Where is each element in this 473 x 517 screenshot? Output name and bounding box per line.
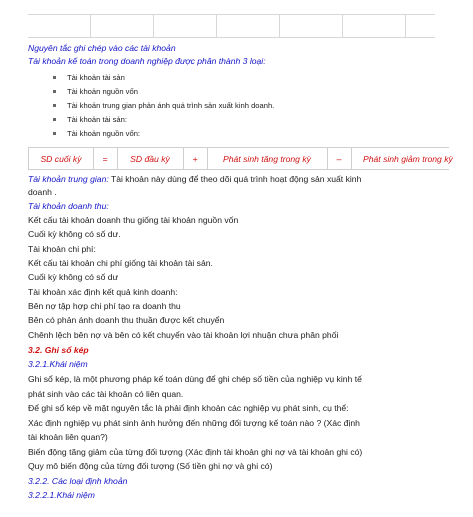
body-line: Cuối kỳ không có số dư. xyxy=(28,229,121,239)
body-line: Để ghi sổ kép về mặt nguyên tắc là phải định khoản các nghiệp vụ phát sinh, cụ thể: xyxy=(28,403,349,413)
balance-formula-table xyxy=(28,147,453,170)
formula-ending-balance: SD cuối kỳ xyxy=(29,148,94,169)
section-heading-3-2: 3.2. Ghi sổ kép xyxy=(28,345,89,355)
section-heading-3-2-1: 3.2.1.Khái niệm xyxy=(28,359,88,369)
body-line: Xác định nghiệp vụ phát sinh ảnh hưởng đến những đối tượng kế toán nào ? (Xác định xyxy=(28,418,360,428)
bullet-icon xyxy=(53,118,56,121)
body-line: Kết cấu tài khoản chi phí giống tài khoản tài sản. xyxy=(28,258,213,268)
body-line: Biến động tăng giảm của từng đối tượng (Xác định tài khoản ghi nợ và tài khoản ghi có) xyxy=(28,447,363,457)
section-heading-3-2-2: 3.2.2. Các loại định khoản xyxy=(28,476,128,486)
formula-increase: Phát sinh tăng trong kỳ xyxy=(207,148,328,169)
formula-beginning-balance: SD đầu kỳ xyxy=(117,148,184,169)
body-line: Chênh lệch bên nợ và bên có kết chuyển vào tài khoản lợi nhuận chưa phân phối xyxy=(28,330,339,340)
table-cell xyxy=(28,15,91,37)
list-item: Tài khoản tài sản: xyxy=(50,113,127,125)
body-line: Cuối kỳ không có số dư xyxy=(28,272,119,282)
intermediate-paragraph xyxy=(28,174,361,185)
intermediate-text-cont: doanh . xyxy=(28,187,57,197)
heading-principles: Nguyên tắc ghi chép vào các tài khoản xyxy=(28,43,176,53)
list-item: Tài khoản nguồn vốn xyxy=(50,85,138,97)
revenue-heading: Tài khoản doanh thu: xyxy=(28,201,109,211)
table-cell xyxy=(154,15,217,37)
bullet-icon xyxy=(53,104,56,107)
list-item: Tài khoản tài sản xyxy=(50,71,125,83)
table-cell xyxy=(91,15,154,37)
table-cell xyxy=(280,15,343,37)
body-line: Ghi sổ kép, là một phương pháp kế toán dùng để ghi chép số tiền của nghiệp vụ kinh tế xyxy=(28,374,362,384)
table-cell xyxy=(343,15,406,37)
bullet-icon xyxy=(53,132,56,135)
bullet-icon xyxy=(53,76,56,79)
body-line: Tài khoản xác định kết quả kinh doanh: xyxy=(28,287,178,297)
formula-minus: – xyxy=(327,148,352,169)
heading-classification: Tài khoản kế toán trong doanh nghiệp được phân thành 3 loại: xyxy=(28,56,266,66)
body-line: Bên nợ tập hợp chi phí tạo ra doanh thu xyxy=(28,301,181,311)
bullet-icon xyxy=(53,90,56,93)
body-line: Quy mô biến động của từng đối tượng (Số tiền ghi nợ và ghi có) xyxy=(28,461,273,471)
section-heading-3-2-2-1: 3.2.2.1.Khái niệm xyxy=(28,490,95,500)
list-item: Tài khoản nguồn vốn: xyxy=(50,127,140,139)
formula-equals: = xyxy=(93,148,118,169)
list-item: Tài khoản trung gian phản ánh quá trình sản xuất kinh doanh. xyxy=(50,99,274,111)
formula-plus: + xyxy=(183,148,208,169)
table-cell xyxy=(217,15,280,37)
body-line: phát sinh vào các tài khoản có liên quan. xyxy=(28,389,184,399)
intermediate-label: Tài khoản trung gian: xyxy=(28,174,109,184)
formula-decrease: Phát sinh giảm trong kỳ xyxy=(363,153,453,164)
body-line: Bên có phản ánh doanh thu thuần được kết chuyển xyxy=(28,315,225,325)
body-line: Tài khoản chi phí: xyxy=(28,244,96,254)
body-line: Kết cấu tài khoản doanh thu giống tài khoản nguồn vốn xyxy=(28,215,239,225)
intermediate-text: Tài khoản này dùng để theo dõi quá trình hoạt động sản xuất kinh xyxy=(108,174,362,184)
empty-table xyxy=(28,14,435,38)
body-line: tài khoản liên quan?) xyxy=(28,432,108,442)
